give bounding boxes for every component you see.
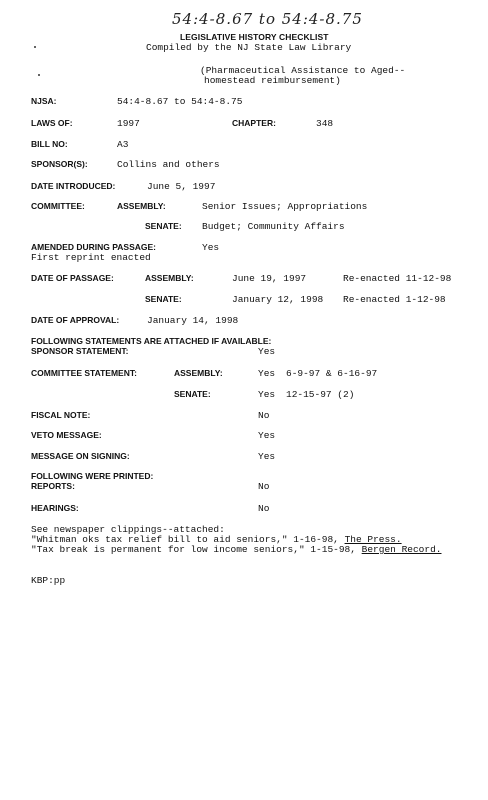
passage-senate-label: SENATE: <box>145 294 182 304</box>
hearings-value: No <box>258 503 270 514</box>
clipping-1-source: The Press. <box>344 534 402 545</box>
bill-no-value: A3 <box>117 139 129 150</box>
hearings-label: HEARINGS: <box>31 503 79 513</box>
veto-message-value: Yes <box>258 430 276 441</box>
chapter-value: 348 <box>316 118 334 129</box>
document-title: LEGISLATIVE HISTORY CHECKLIST <box>180 32 329 42</box>
date-introduced-label: DATE INTRODUCED: <box>31 181 116 191</box>
scan-speck <box>34 46 36 48</box>
committee-statement-assembly-value: Yes <box>258 368 276 379</box>
approval-value: January 14, 1998 <box>147 315 239 326</box>
bill-no-label: BILL NO: <box>31 139 68 149</box>
description-line-1: (Pharmaceutical Assistance to Aged-- <box>200 65 406 76</box>
document-subtitle: Compiled by the NJ State Law Library <box>146 42 352 53</box>
description-line-2: homestead reimbursement) <box>204 75 341 86</box>
veto-message-label: VETO MESSAGE: <box>31 430 102 440</box>
committee-senate-label: SENATE: <box>145 221 182 231</box>
sponsors-label: SPONSOR(S): <box>31 159 88 169</box>
laws-of-value: 1997 <box>117 118 140 129</box>
date-introduced-value: June 5, 1997 <box>147 181 216 192</box>
sponsors-value: Collins and others <box>117 159 220 170</box>
fiscal-note-value: No <box>258 410 270 421</box>
committee-assembly-value: Senior Issues; Appropriations <box>202 201 368 212</box>
chapter-label: CHAPTER: <box>232 118 276 128</box>
laws-of-label: LAWS OF: <box>31 118 73 128</box>
passage-assembly-label: ASSEMBLY: <box>145 273 194 283</box>
sponsor-statement-value: Yes <box>258 346 276 357</box>
committee-statement-senate-value: Yes <box>258 389 276 400</box>
passage-senate-date: January 12, 1998 <box>232 294 324 305</box>
passage-assembly-date: June 19, 1997 <box>232 273 307 284</box>
clipping-2-source: Bergen Record. <box>361 544 442 555</box>
committee-senate-value: Budget; Community Affairs <box>202 221 345 232</box>
printed-header: FOLLOWING WERE PRINTED: <box>31 471 154 481</box>
message-on-signing-label: MESSAGE ON SIGNING: <box>31 451 130 461</box>
clipping-2-text: "Tax break is permanent for low income seniors," 1-15-98, <box>31 544 362 555</box>
committee-statement-assembly-dates: 6-9-97 & 6-16-97 <box>286 368 378 379</box>
amended-label: AMENDED DURING PASSAGE: <box>31 242 156 252</box>
committee-label: COMMITTEE: <box>31 201 85 211</box>
clippings-intro: See newspaper clippings--attached: <box>31 524 225 535</box>
amended-value: Yes <box>202 242 220 253</box>
fiscal-note-label: FISCAL NOTE: <box>31 410 91 420</box>
committee-statement-senate-label: SENATE: <box>174 389 211 399</box>
reports-value: No <box>258 481 270 492</box>
handwritten-header: 54:4-8.67 to 54:4-8.75 <box>172 10 363 28</box>
scan-speck <box>38 74 40 76</box>
statements-header: FOLLOWING STATEMENTS ARE ATTACHED IF AVAILABLE: <box>31 336 272 346</box>
passage-senate-reenacted: Re-enacted 1-12-98 <box>343 294 446 305</box>
amended-note: First reprint enacted <box>31 252 151 263</box>
reports-label: REPORTS: <box>31 481 75 491</box>
njsa-label: NJSA: <box>31 96 57 106</box>
committee-assembly-label: ASSEMBLY: <box>117 201 166 211</box>
clipping-2 <box>31 544 441 555</box>
passage-assembly-reenacted: Re-enacted 11-12-98 <box>343 273 452 284</box>
approval-label: DATE OF APPROVAL: <box>31 315 120 325</box>
passage-label: DATE OF PASSAGE: <box>31 273 114 283</box>
clipping-1-text: "Whitman oks tax relief bill to aid seniors," 1-16-98, <box>31 534 345 545</box>
committee-statement-label: COMMITTEE STATEMENT: <box>31 368 137 378</box>
initials: KBP:pp <box>31 575 66 586</box>
committee-statement-senate-dates: 12-15-97 (2) <box>286 389 355 400</box>
njsa-value: 54:4-8.67 to 54:4-8.75 <box>117 96 243 107</box>
message-on-signing-value: Yes <box>258 451 276 462</box>
committee-statement-assembly-label: ASSEMBLY: <box>174 368 223 378</box>
sponsor-statement-label: SPONSOR STATEMENT: <box>31 346 129 356</box>
